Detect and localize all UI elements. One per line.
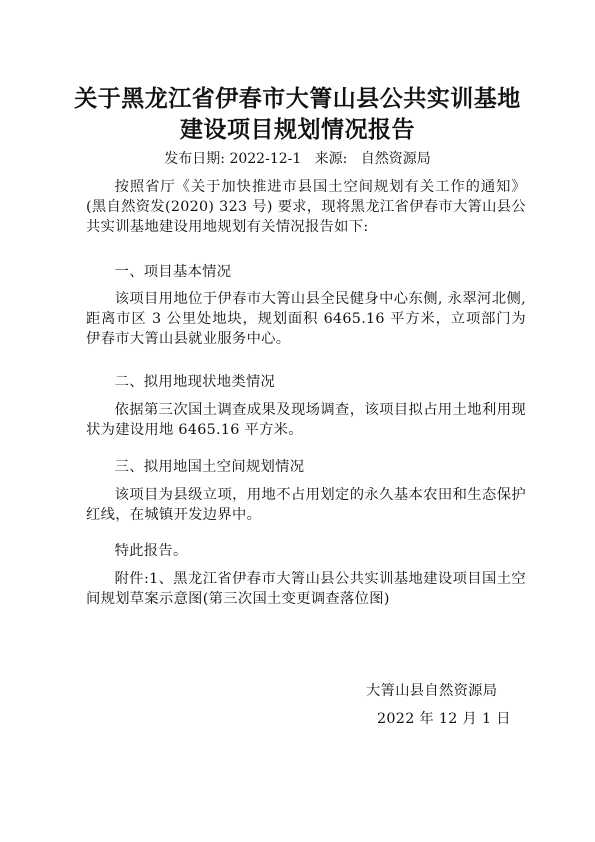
document-title-line-1: 关于黑龙江省伊春市大箐山县公共实训基地 — [74, 85, 521, 112]
source-value: 自然资源局 — [360, 151, 431, 167]
paragraph-text: 按照省厅《关于加快推进市县国土空间规划有关工作的通知》(黑自然资发(2020) 323 号) 要求，现将黑龙江省伊春市大箐山县公共实训基地建设用地规划有关情况报告如下: — [86, 179, 526, 235]
section-heading-spatial-planning — [86, 457, 526, 477]
paragraph-spatial-planning — [86, 485, 526, 525]
paragraph-text: 该项目用地位于伊春市大箐山县全民健身中心东侧, 永翠河北侧, 距离市区 3 公里处地块，规划面积 6465.16 平方米，立项部门为伊春市大箐山县就业服务中心。 — [86, 291, 526, 347]
section-heading-text: 一、项目基本情况 — [114, 264, 232, 280]
publish-date-label: 发布日期: — [164, 151, 225, 167]
document-title-line-2: 建设项目规划情况报告 — [180, 116, 415, 143]
paragraph-text: 特此报告。 — [114, 543, 188, 559]
section-heading-project-basics — [86, 262, 526, 282]
source-label: 来源: — [314, 151, 348, 167]
paragraph-intro — [86, 177, 526, 237]
paragraph-text: 依据第三次国土调查成果及现场调查，该项目拟占用土地利用现状为建设用地 6465.16 平方米。 — [86, 402, 526, 438]
signature-organization: 大箐山县自然资源局 — [366, 683, 498, 699]
paragraph-project-location — [86, 289, 526, 349]
paragraph-closing — [86, 541, 526, 561]
section-heading-text: 二、拟用地现状地类情况 — [114, 374, 276, 390]
section-heading-text: 三、拟用地国土空间规划情况 — [114, 459, 305, 475]
section-heading-land-status — [86, 372, 526, 392]
paragraph-land-status — [86, 400, 526, 440]
publish-meta — [0, 149, 595, 169]
signature-date: 2022 年 12 月 1 日 — [377, 711, 511, 727]
paragraph-text: 附件:1、黑龙江省伊春市大箐山县公共实训基地建设项目国土空间规划草案示意图(第三次国土变更调查落位图) — [86, 571, 526, 607]
paragraph-text: 该项目为县级立项，用地不占用划定的永久基本农田和生态保护红线，在城镇开发边界中。 — [86, 487, 526, 523]
paragraph-attachment — [86, 569, 526, 609]
publish-date: 2022-12-1 — [229, 151, 302, 167]
